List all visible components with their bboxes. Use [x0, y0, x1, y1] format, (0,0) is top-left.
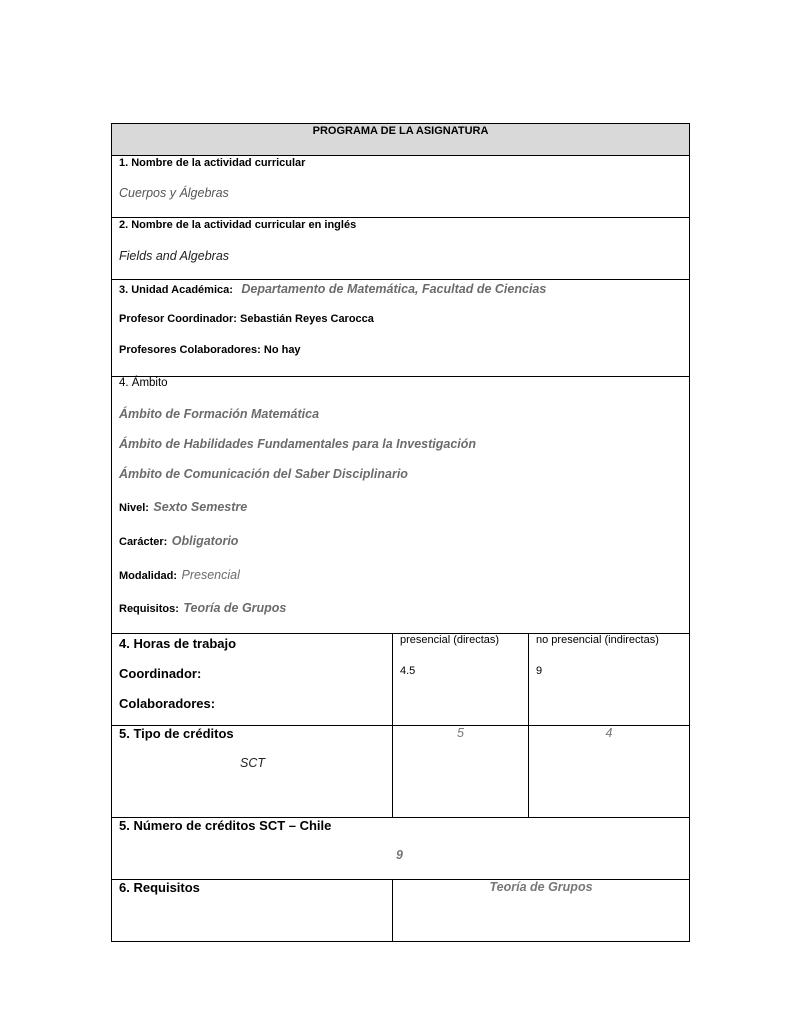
english-name-value: Fields and Algebras	[119, 249, 230, 263]
nivel-line	[119, 498, 247, 516]
ambito-item: Ámbito de Formación Matemática	[119, 407, 320, 421]
presencial-hours: 4.5	[400, 665, 416, 677]
ambito-label: 4. Ámbito	[119, 377, 168, 389]
horas-no-presencial-cell	[529, 634, 690, 726]
coordinator-line: Profesor Coordinador: Sebastián Reyes Carocca	[119, 313, 374, 325]
caracter-label: Carácter:	[119, 536, 168, 548]
section-course-name	[112, 156, 690, 218]
program-table	[111, 123, 690, 942]
requisitos-value-cell	[393, 880, 690, 942]
section-numero-creditos	[112, 818, 690, 880]
nivel-label: Nivel:	[119, 502, 149, 514]
numero-creditos-label: 5. Número de créditos SCT – Chile	[119, 818, 332, 833]
modalidad-label: Modalidad:	[119, 570, 178, 582]
modalidad-value: Presencial	[181, 568, 240, 582]
no-presencial-header: no presencial (indirectas)	[536, 634, 659, 646]
horas-label: 4. Horas de trabajo	[119, 636, 237, 651]
requisitos-value: Teoría de Grupos	[183, 601, 287, 615]
caracter-line	[119, 532, 238, 550]
section-course-name-english	[112, 218, 690, 280]
section-ambito	[112, 377, 690, 634]
table-header	[112, 124, 690, 156]
presencial-header: presencial (directas)	[400, 634, 500, 646]
horas-presencial-cell	[393, 634, 529, 726]
creditos-no-presencial-value: 4	[605, 726, 613, 740]
course-name-value: Cuerpos y Álgebras	[119, 186, 229, 200]
requisitos-line	[119, 599, 286, 617]
requisitos-section-value: Teoría de Grupos	[489, 880, 593, 894]
academic-unit-value: Departamento de Matemática, Facultad de Ciencias	[241, 282, 547, 296]
course-name-label: 1. Nombre de la actividad curricular	[119, 157, 306, 169]
nivel-value: Sexto Semestre	[153, 500, 248, 514]
creditos-presencial-cell	[393, 726, 529, 818]
academic-unit-line	[119, 280, 546, 298]
horas-label-cell	[112, 634, 393, 726]
creditos-no-presencial-cell	[529, 726, 690, 818]
horas-coordinator-label: Coordinador:	[119, 666, 202, 681]
requisitos-label-cell	[112, 880, 393, 942]
creditos-type: SCT	[240, 756, 265, 770]
horas-collaborators-label: Colaboradores:	[119, 696, 216, 711]
requisitos-section-label: 6. Requisitos	[119, 880, 200, 895]
requisitos-label: Requisitos:	[119, 603, 179, 615]
caracter-value: Obligatorio	[171, 534, 239, 548]
academic-unit-label: 3. Unidad Académica:	[119, 284, 233, 296]
ambito-item: Ámbito de Comunicación del Saber Disciplinario	[119, 467, 408, 481]
creditos-label-cell	[112, 726, 393, 818]
creditos-presencial-value: 5	[457, 726, 464, 740]
creditos-label: 5. Tipo de créditos	[119, 726, 234, 741]
collaborators-line: Profesores Colaboradores: No hay	[119, 344, 301, 356]
program-title: PROGRAMA DE LA ASIGNATURA	[312, 125, 489, 137]
section-academic-unit	[112, 280, 690, 377]
modalidad-line	[119, 566, 240, 584]
no-presencial-hours: 9	[536, 665, 543, 677]
numero-creditos-value: 9	[396, 848, 403, 862]
ambito-item: Ámbito de Habilidades Fundamentales para la Investigación	[119, 437, 477, 451]
english-name-label: 2. Nombre de la actividad curricular en inglés	[119, 219, 357, 231]
